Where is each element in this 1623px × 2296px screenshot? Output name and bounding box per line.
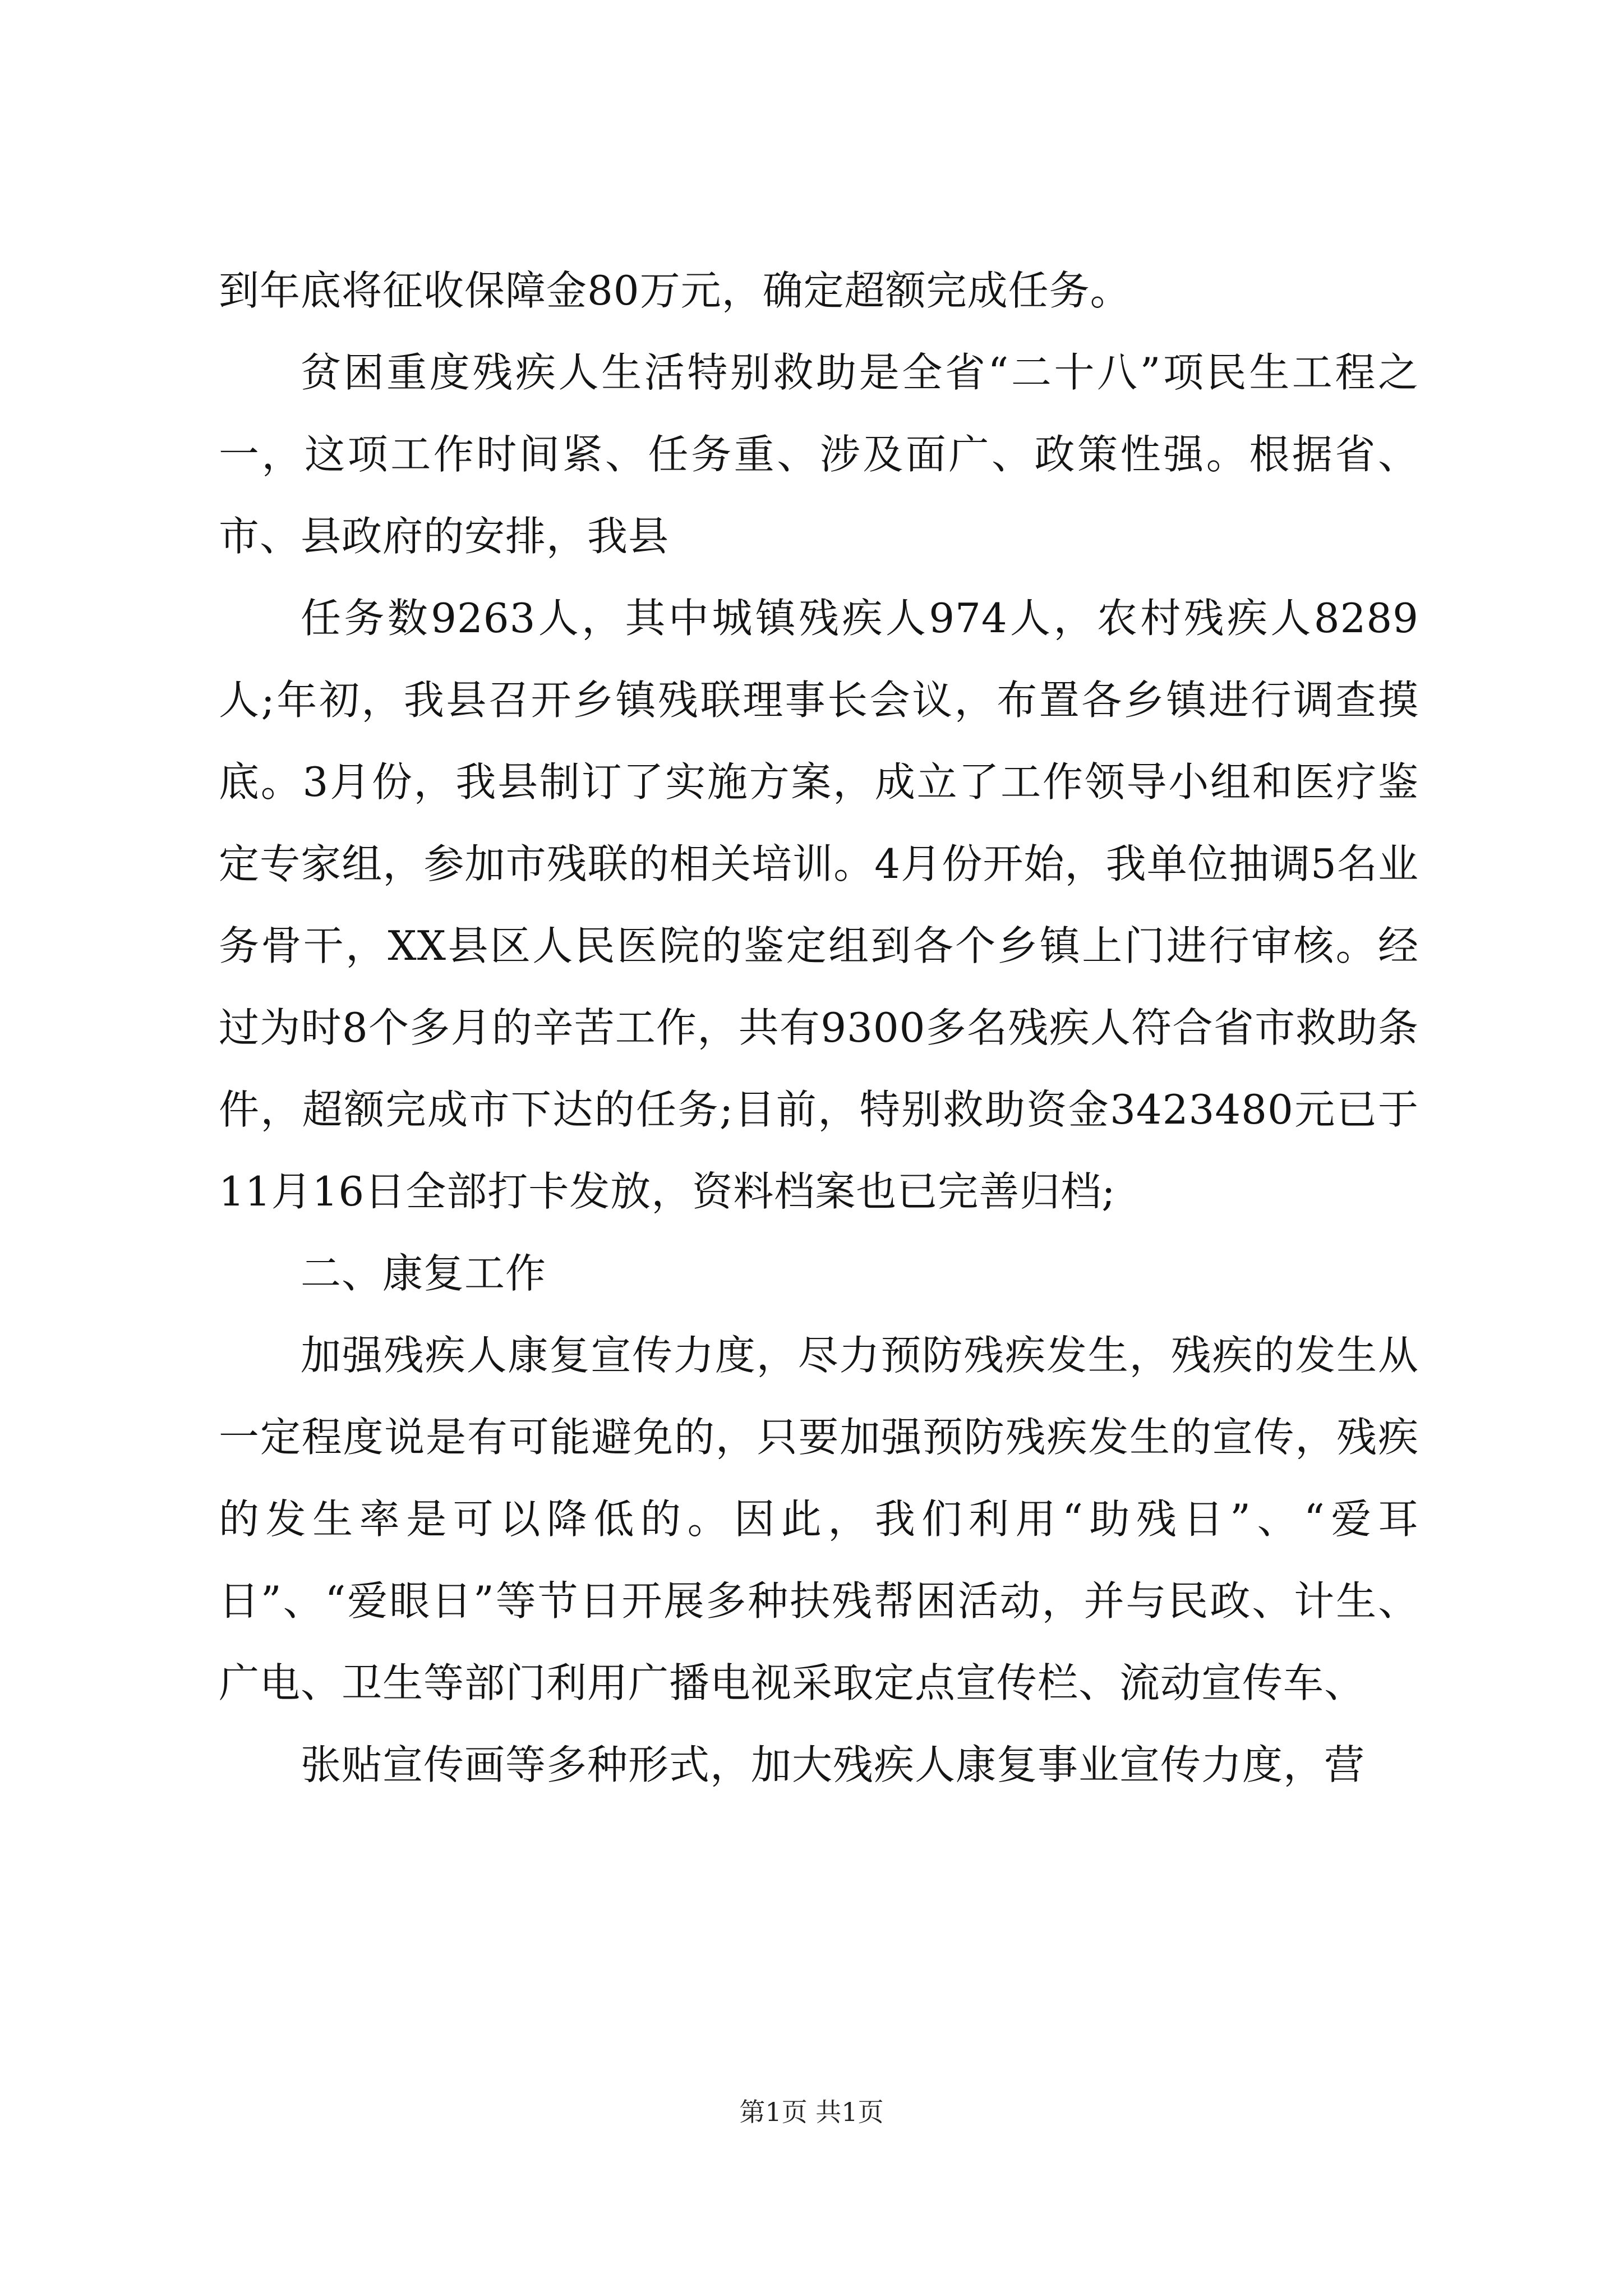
section-heading-rehabilitation: 二、康复工作 <box>301 1250 547 1297</box>
page-number-label: 第1页 共1页 <box>739 2097 884 2127</box>
paragraph-rehabilitation-continued: 张贴宣传画等多种形式，加大残疾人康复事业宣传力度，营 <box>301 1741 1366 1788</box>
document-body <box>219 250 1419 1806</box>
paragraph-relief-intro: 贫困重度残疾人生活特别救助是全省“二十八”项民生工程之一，这项工作时间紧、任务重、涉及面广、政策性强。根据省、市、县政府的安排，我县 <box>219 349 1419 560</box>
page-footer <box>0 2095 1623 2129</box>
paragraph-rehabilitation-publicity: 加强残疾人康复宣传力度，尽力预防残疾发生，残疾的发生从一定程度说是有可能避免的，只要加强预防残疾发生的宣传，残疾的发生率是可以降低的。因此，我们利用“助残日”、“爱耳日”、“爱眼日”等节日开展多种扶残帮困活动，并与民政、计生、广电、卫生等部门利用广播电视采取定点宣传栏、流动宣传车、 <box>219 1332 1419 1706</box>
paragraph-continuation: 到年底将征收保障金80万元，确定超额完成任务。 <box>219 267 1131 314</box>
paragraph-relief-details: 任务数9263人，其中城镇残疾人974人，农村残疾人8289人;年初，我县召开乡镇残联理事长会议，布置各乡镇进行调查摸底。3月份，我县制订了实施方案，成立了工作领导小组和医疗鉴定专家组，参加市残联的相关培训。4月份开始，我单位抽调5名业务骨干，XX县区人民医院的鉴定组到各个乡镇上门进行审核。经过为时8个多月的辛苦工作，共有9300多名残疾人符合省市救助条件，超额完成市下达的任务;目前，特别救助资金3423480元已于11月16日全部打卡发放，资料档案也已完善归档; <box>219 595 1419 1215</box>
